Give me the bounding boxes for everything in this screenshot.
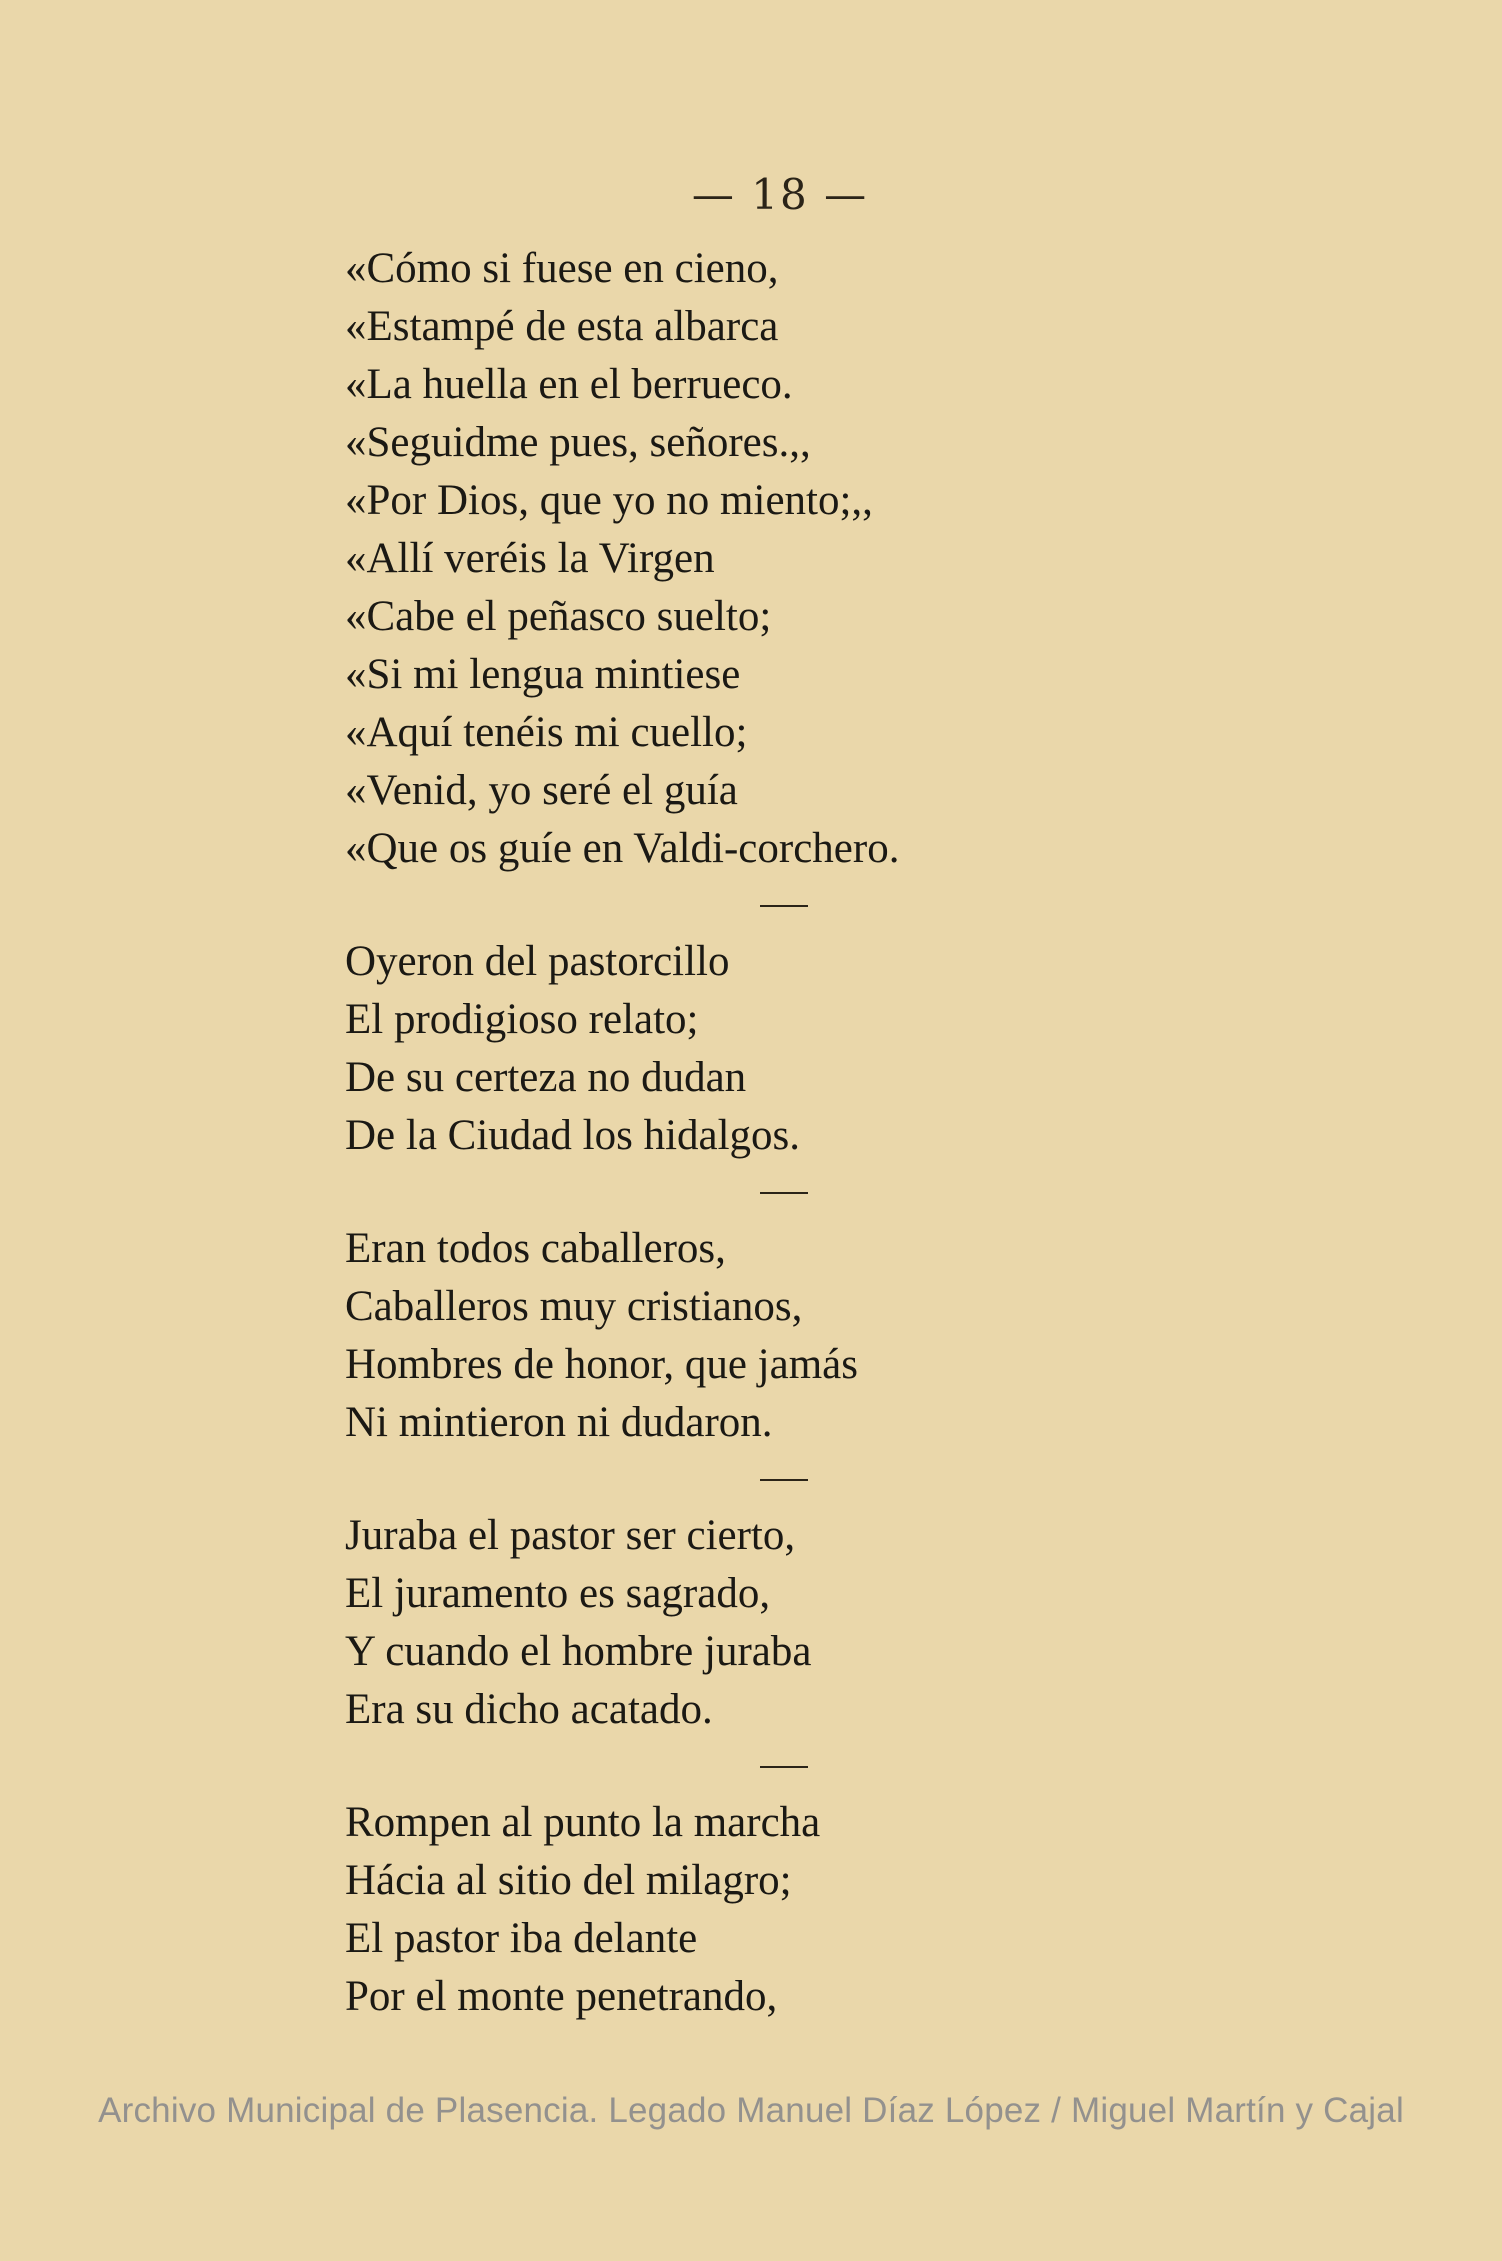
verse-line: «Cómo si fuese en cieno,	[345, 245, 779, 292]
verse-line: «Venid, yo seré el guía	[345, 767, 738, 814]
verse-line: Era su dicho acatado.	[345, 1686, 713, 1733]
stanza-divider	[760, 905, 808, 907]
verse-line: El prodigioso relato;	[345, 996, 699, 1043]
verse-line: Hombres de honor, que jamás	[345, 1341, 858, 1388]
stanza-divider	[760, 1766, 808, 1768]
verse-line: «Seguidme pues, señores.,,	[345, 419, 811, 466]
stanza-5	[345, 1794, 1145, 2026]
verse-line: El juramento es sagrado,	[345, 1570, 771, 1617]
verse-line: De la Ciudad los hidalgos.	[345, 1112, 801, 1159]
verse-line: Y cuando el hombre juraba	[345, 1628, 812, 1675]
page-number: — 18 —	[691, 170, 869, 219]
stanza-2	[345, 933, 1145, 1165]
stanza-1	[345, 240, 1145, 878]
verse-line: El pastor iba delante	[345, 1915, 698, 1962]
verse-line: «Allí veréis la Virgen	[345, 535, 715, 582]
verse-line: «Si mi lengua mintiese	[345, 651, 741, 698]
verse-line: «Estampé de esta albarca	[345, 303, 779, 350]
stanza-divider	[760, 1192, 808, 1194]
verse-line: Hácia al sitio del milagro;	[345, 1857, 792, 1904]
verse-line: «Por Dios, que yo no miento;,,	[345, 477, 873, 524]
verse-line: «Aquí tenéis mi cuello;	[345, 709, 748, 756]
stanza-4	[345, 1507, 1145, 1739]
verse-line: Juraba el pastor ser cierto,	[345, 1512, 796, 1559]
verse-line: Caballeros muy cristianos,	[345, 1283, 803, 1330]
archive-attribution: Archivo Municipal de Plasencia. Legado Manuel Díaz López / Miguel Martín y Cajal	[98, 2091, 1404, 2130]
verse-line: Oyeron del pastorcillo	[345, 938, 730, 985]
stanza-3	[345, 1220, 1145, 1452]
verse-line: Ni mintieron ni dudaron.	[345, 1399, 773, 1446]
verse-line: De su certeza no dudan	[345, 1054, 747, 1101]
verse-line: Eran todos caballeros,	[345, 1225, 726, 1272]
verse-line: «Cabe el peñasco suelto;	[345, 593, 772, 640]
verse-line: «Que os guíe en Valdi-corchero.	[345, 825, 900, 872]
verse-line: «La huella en el berrueco.	[345, 361, 793, 408]
stanza-divider	[760, 1479, 808, 1481]
verse-line: Por el monte penetrando,	[345, 1973, 778, 2020]
verse-line: Rompen al punto la marcha	[345, 1799, 821, 1846]
poem-body	[345, 240, 1145, 2026]
